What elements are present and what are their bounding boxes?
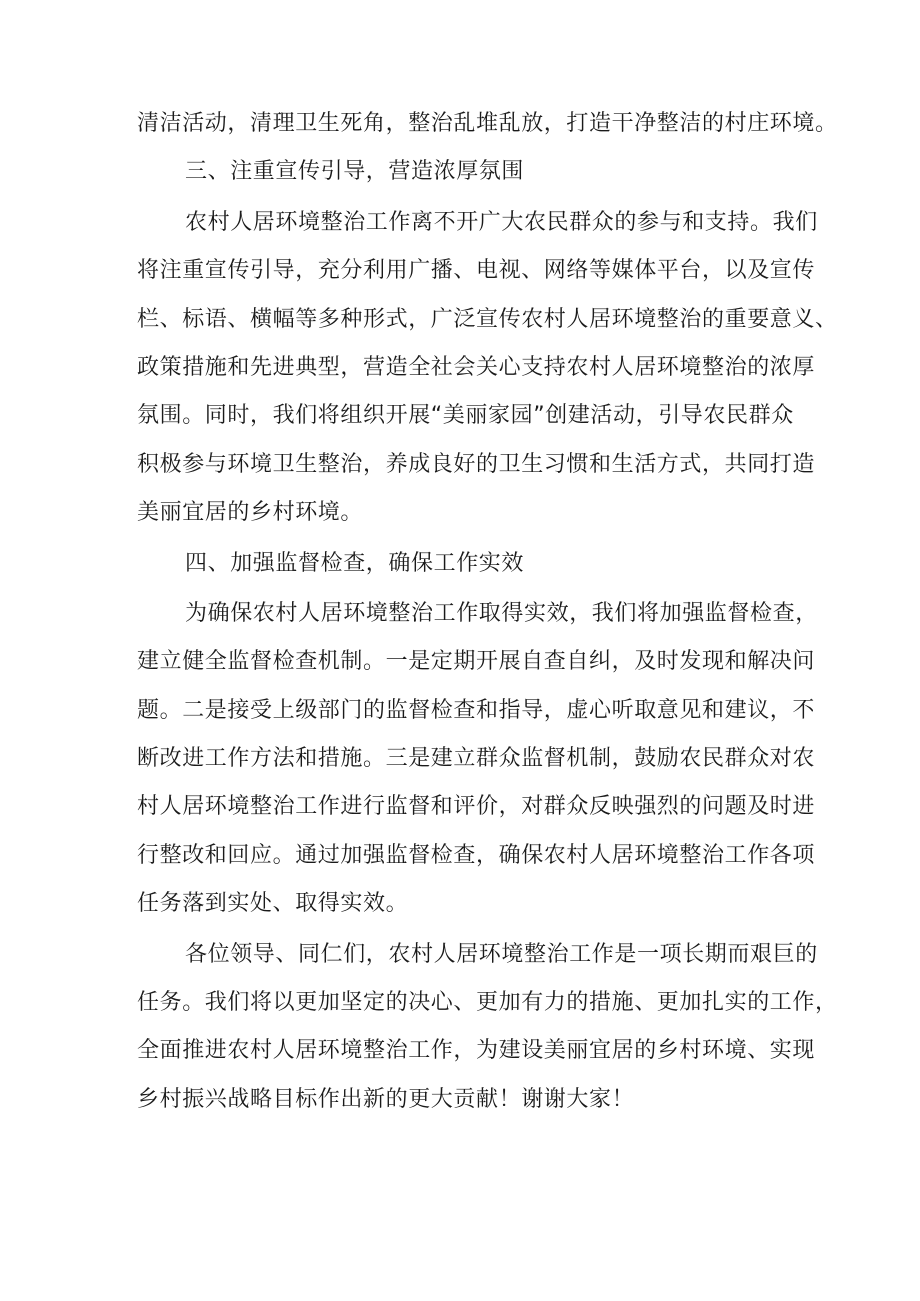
paragraph-line: 农村人居环境整治工作离不开广大农民群众的参与和支持。我们 [185, 209, 818, 235]
paragraph-line: 村人居环境整治工作进行监督和评价，对群众反映强烈的问题及时进 [137, 794, 816, 820]
paragraph-line: 氛围。同时，我们将组织开展“美丽家园”创建活动，引导农民群众 [137, 403, 794, 429]
paragraph-line: 全面推进农村人居环境整治工作，为建设美丽宜居的乡村环境、实现 [137, 1038, 816, 1064]
paragraph-line: 任务落到实处、取得实效。 [137, 891, 409, 917]
paragraph-line: 断改进工作方法和措施。三是建立群众监督机制，鼓励农民群众对农 [137, 746, 816, 772]
paragraph-line: 政策措施和先进典型，营造全社会关心支持农村人居环境整治的浓厚 [137, 354, 816, 380]
section-heading: 三、注重宣传引导，营造浓厚氛围 [185, 159, 525, 185]
paragraph-line: 行整改和回应。通过加强监督检查，确保农村人居环境整治工作各项 [137, 842, 816, 868]
paragraph-line: 将注重宣传引导，充分利用广播、电视、网络等媒体平台，以及宣传 [137, 258, 816, 284]
paragraph-line: 各位领导、同仁们，农村人居环境整治工作是一项长期而艰巨的 [185, 941, 818, 967]
paragraph-line: 美丽宜居的乡村环境。 [137, 500, 364, 526]
paragraph-line: 题。二是接受上级部门的监督检查和指导，虚心听取意见和建议，不 [137, 697, 816, 723]
paragraph-line: 为确保农村人居环境整治工作取得实效，我们将加强监督检查， [185, 600, 818, 626]
paragraph-line: 积极参与环境卫生整治，养成良好的卫生习惯和生活方式，共同打造 [137, 451, 816, 477]
paragraph-line: 清洁活动，清理卫生死角，整治乱堆乱放，打造干净整洁的村庄环境。 [137, 111, 838, 136]
paragraph-line: 建立健全监督检查机制。一是定期开展自查自纠，及时发现和解决问 [137, 649, 816, 675]
paragraph-line: 任务。我们将以更加坚定的决心、更加有力的措施、更加扎实的工作， [137, 990, 838, 1016]
paragraph-line: 栏、标语、横幅等多种形式，广泛宣传农村人居环境整治的重要意义、 [137, 306, 838, 332]
section-heading: 四、加强监督检查，确保工作实效 [185, 550, 525, 576]
document-body [137, 100, 838, 1124]
paragraph-line: 乡村振兴战略目标作出新的更大贡献！谢谢大家！ [137, 1086, 635, 1112]
